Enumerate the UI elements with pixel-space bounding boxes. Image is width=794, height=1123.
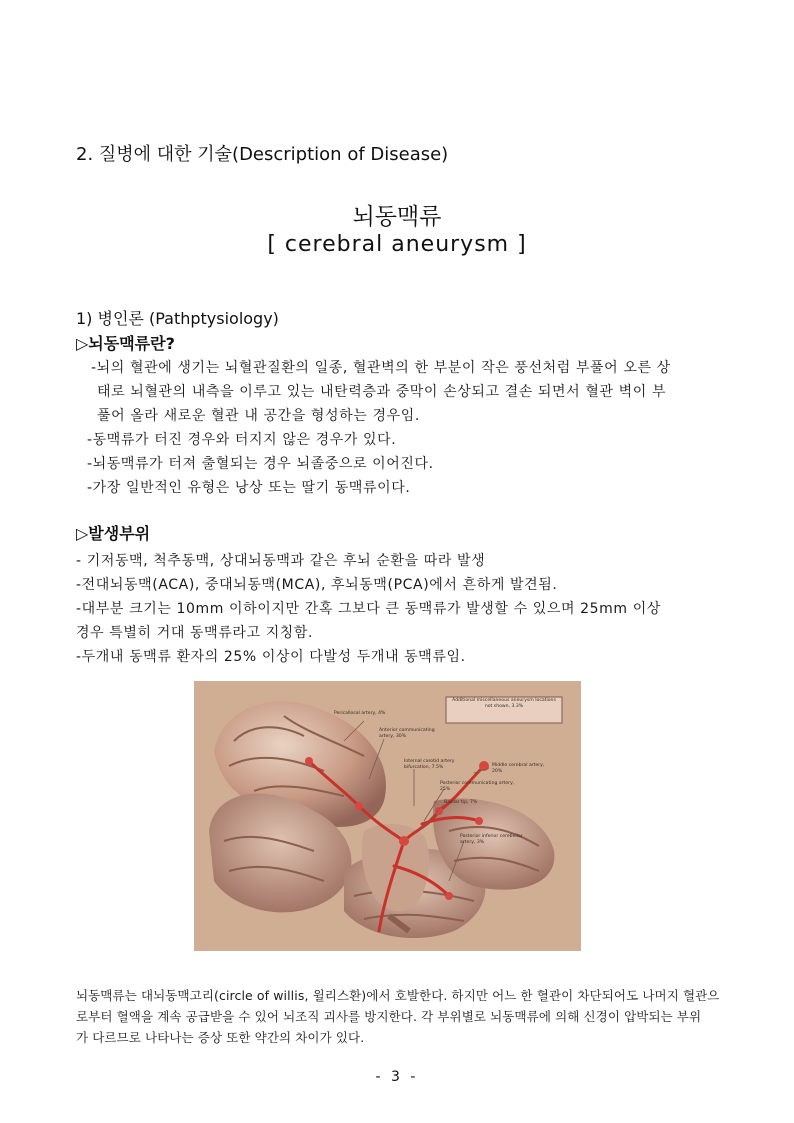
definition-line: 태로 뇌혈관의 내측을 이루고 있는 내탄력층과 중막이 손상되고 결손 되면서 혈관 벽이 부 bbox=[97, 384, 667, 400]
definition-line: -뇌동맥류가 터져 출혈되는 경우 뇌졸중으로 이어진다. bbox=[87, 456, 434, 472]
location-line: 경우 특별히 거대 동맥류라고 지칭함. bbox=[76, 625, 314, 641]
figure-label-acom: Anterior communicating artery, 30% bbox=[379, 728, 435, 739]
caption-line: 가 다르므로 나타나는 증상 또한 약간의 차이가 있다. bbox=[76, 1030, 365, 1045]
location-line: -전대뇌동맥(ACA), 중대뇌동맥(MCA), 후뇌동맥(PCA)에서 흔하게 발견됨. bbox=[76, 577, 558, 593]
section-heading: 2. 질병에 대한 기술(Description of Disease) bbox=[76, 144, 449, 165]
caption-line: 로부터 혈액을 계속 공급받을 수 있어 뇌조직 괴사를 방지한다. 각 부위별로 뇌동맥류에 의해 신경이 압박되는 부위 bbox=[76, 1009, 702, 1024]
figure-label-pica: Posterior inferior cerebellar artery, 3% bbox=[460, 834, 523, 845]
figure-label-mca: Middle cerebral artery, 20% bbox=[492, 763, 545, 774]
document-title: 뇌동맥류 bbox=[352, 204, 442, 230]
definition-line: -가장 일반적인 유형은 낭상 또는 딸기 동맥류이다. bbox=[87, 480, 411, 496]
pathophysiology-heading: 1) 병인론 (Pathptysiology) bbox=[76, 309, 279, 328]
figure-label-pcom: Posterior communicating artery, 25% bbox=[440, 781, 515, 792]
caption-line: 뇌동맥류는 대뇌동맥고리(circle of willis, 윌리스환)에서 호발한다. 하지만 어느 한 혈관이 차단되어도 나머지 혈관으 bbox=[76, 988, 720, 1003]
location-line: -두개내 동맥류 환자의 25% 이상이 다발성 두개내 동맥류임. bbox=[76, 649, 466, 665]
definition-subheading: ▷뇌동맥류란? bbox=[76, 334, 175, 353]
figure-label-basilar: Basilar tip, 7% bbox=[444, 800, 478, 805]
definition-line: -뇌의 혈관에 생기는 뇌혈관질환의 일종, 혈관벽의 한 부분이 작은 풍선처럼 부풀어 오른 상 bbox=[91, 360, 671, 376]
aneurysm-locations-figure bbox=[194, 681, 581, 951]
brain-illustration bbox=[194, 681, 581, 951]
document-subtitle: [ cerebral aneurysm ] bbox=[267, 232, 527, 257]
location-line: -대부분 크기는 10mm 이하이지만 간혹 그보다 큰 동맥류가 발생할 수 있으며 25mm 이상 bbox=[76, 601, 661, 617]
page-number: - 3 - bbox=[375, 1069, 419, 1085]
location-line: - 기저동맥, 척추동맥, 상대뇌동맥과 같은 후뇌 순환을 따라 발생 bbox=[76, 553, 486, 569]
figure-label-misc: Additional miscellaneous aneurysm locations not shown, 3.3% bbox=[452, 698, 556, 709]
figure-label-ica: Internal carotid artery bifurcation, 7.5% bbox=[404, 759, 455, 770]
definition-line: -동맥류가 터진 경우와 터지지 않은 경우가 있다. bbox=[87, 432, 397, 448]
location-subheading: ▷발생부위 bbox=[76, 524, 151, 543]
definition-line: 풀어 올라 새로운 혈관 내 공간을 형성하는 경우임. bbox=[97, 408, 420, 424]
figure-label-pericallosal: Pericallosal artery, 4% bbox=[334, 711, 386, 716]
